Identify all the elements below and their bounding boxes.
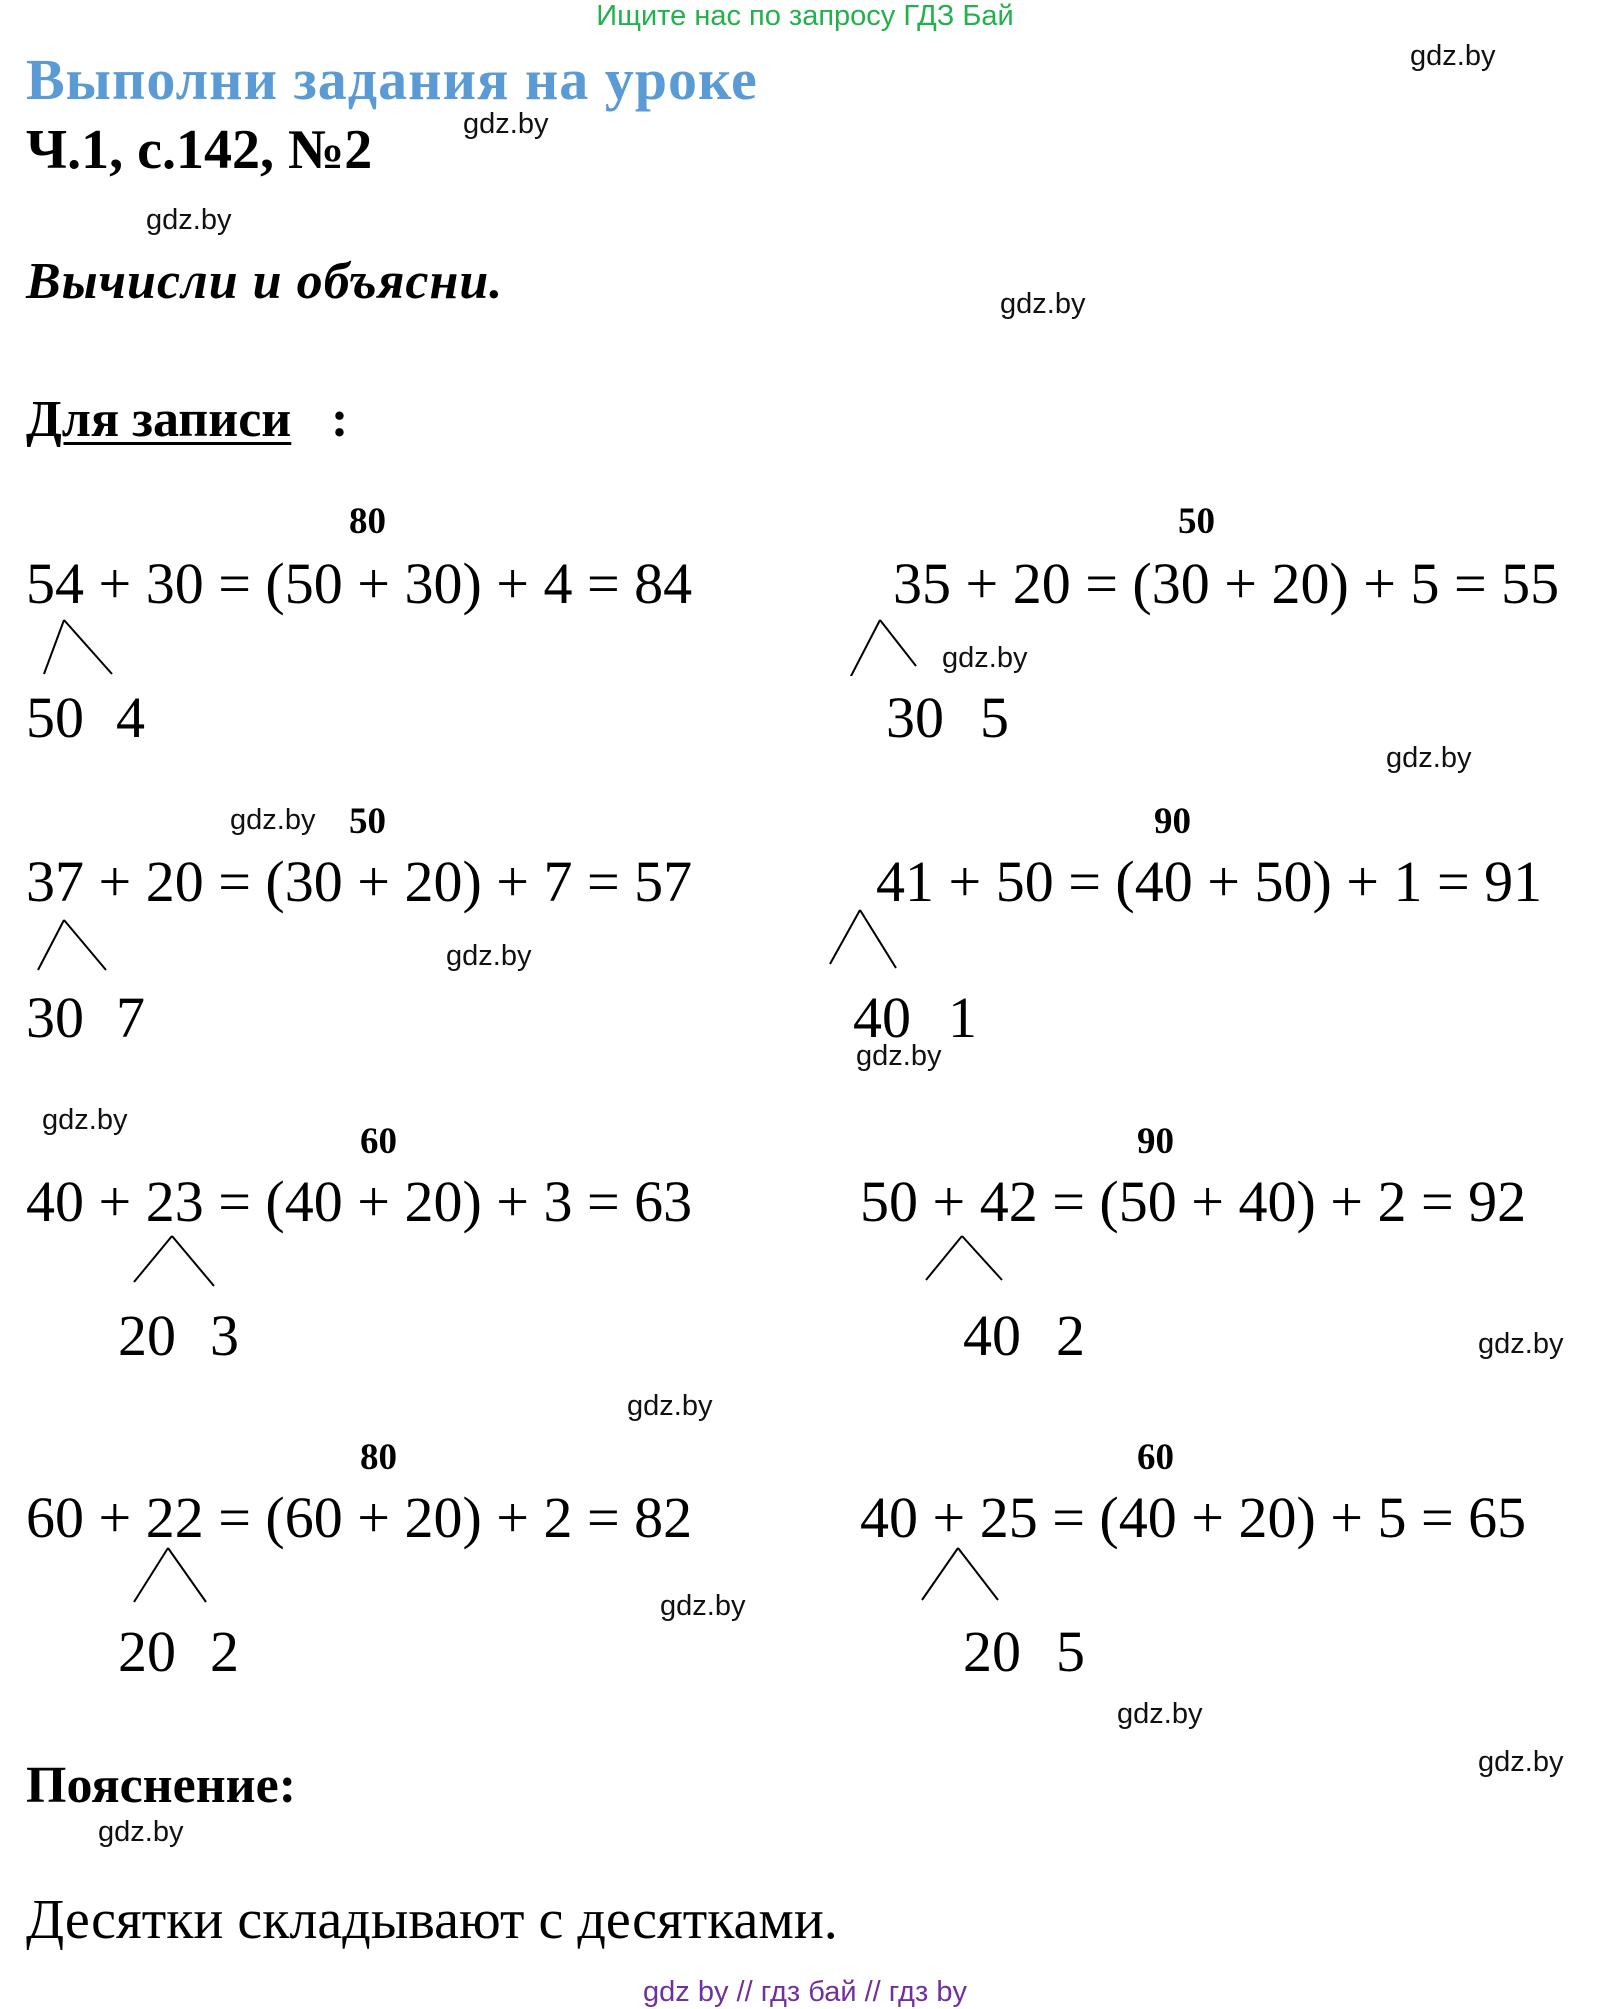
watermark: gdz.by [1117, 1698, 1203, 1730]
example-1-tens-sum: 80 [349, 501, 386, 542]
example-8-split-lines [918, 1544, 1008, 1614]
watermark: gdz.by [660, 1590, 746, 1622]
textbook-reference: Ч.1, с.142, №2 [26, 119, 373, 181]
example-4-equation: 41 + 50 = (40 + 50) + 1 = 91 [876, 849, 1543, 914]
example-8-part-tens: 20 [963, 1619, 1021, 1684]
watermark: gdz.by [1478, 1328, 1564, 1360]
example-3-equation: 37 + 20 = (30 + 20) + 7 = 57 [26, 849, 693, 914]
example-4-part-tens: 40 [853, 985, 911, 1050]
example-7-part-tens: 20 [118, 1619, 176, 1684]
example-3-split-lines [34, 916, 114, 976]
example-4-part-units: 1 [948, 985, 977, 1050]
watermark: gdz.by [463, 108, 549, 140]
example-1-part-units: 4 [116, 685, 145, 750]
notes-colon: : [331, 391, 349, 448]
example-8-equation: 40 + 25 = (40 + 20) + 5 = 65 [860, 1485, 1527, 1550]
example-7-part-units: 2 [210, 1619, 239, 1684]
example-5-equation: 40 + 23 = (40 + 20) + 3 = 63 [26, 1169, 693, 1234]
example-1-part-tens: 50 [26, 685, 84, 750]
example-4-split-lines [826, 906, 906, 976]
watermark: gdz.by [446, 940, 532, 972]
example-3-part-units: 7 [116, 985, 145, 1050]
example-5-tens-sum: 60 [360, 1121, 397, 1162]
example-8-tens-sum: 60 [1137, 1437, 1174, 1478]
watermark: gdz.by [627, 1390, 713, 1422]
example-3-tens-sum: 50 [349, 801, 386, 842]
footer-links[interactable]: gdz by // гдз бай // гдз by [643, 1976, 967, 2008]
watermark: gdz.by [1386, 742, 1472, 774]
example-3-part-tens: 30 [26, 985, 84, 1050]
example-6-tens-sum: 90 [1137, 1121, 1174, 1162]
example-6-part-units: 2 [1056, 1303, 1085, 1368]
watermark: gdz.by [98, 1816, 184, 1848]
watermark: gdz.by [146, 204, 232, 236]
example-2-part-units: 5 [980, 685, 1009, 750]
watermark: gdz.by [942, 642, 1028, 674]
example-2-split-lines [846, 616, 926, 676]
example-4-tens-sum: 90 [1154, 801, 1191, 842]
example-7-split-lines [130, 1544, 220, 1614]
watermark: gdz.by [1478, 1746, 1564, 1778]
example-1-equation: 54 + 30 = (50 + 30) + 4 = 84 [26, 551, 693, 616]
explanation-title: Пояснение: [26, 1757, 297, 1814]
watermark: gdz.by [1000, 288, 1086, 320]
watermark: gdz.by [230, 804, 316, 836]
example-7-equation: 60 + 22 = (60 + 20) + 2 = 82 [26, 1485, 693, 1550]
watermark: gdz.by [856, 1040, 942, 1072]
page-heading: Выполни задания на уроке [26, 47, 758, 112]
example-5-part-units: 3 [210, 1303, 239, 1368]
example-7-tens-sum: 80 [360, 1437, 397, 1478]
task-instruction: Вычисли и объясни. [26, 253, 504, 310]
example-6-equation: 50 + 42 = (50 + 40) + 2 = 92 [860, 1169, 1527, 1234]
example-2-part-tens: 30 [886, 685, 944, 750]
example-1-split-lines [40, 616, 120, 676]
example-6-split-lines [922, 1232, 1012, 1292]
top-banner[interactable]: Ищите нас по запросу ГДЗ Бай [596, 0, 1014, 32]
example-5-part-tens: 20 [118, 1303, 176, 1368]
explanation-text: Десятки складывают с десятками. [26, 1889, 838, 1951]
example-8-part-units: 5 [1056, 1619, 1085, 1684]
example-2-tens-sum: 50 [1178, 501, 1215, 542]
example-2-equation: 35 + 20 = (30 + 20) + 5 = 55 [893, 551, 1560, 616]
notes-label: Для записи [26, 391, 292, 448]
example-6-part-tens: 40 [963, 1303, 1021, 1368]
watermark: gdz.by [1410, 40, 1496, 72]
example-5-split-lines [130, 1232, 220, 1292]
watermark: gdz.by [42, 1104, 128, 1136]
